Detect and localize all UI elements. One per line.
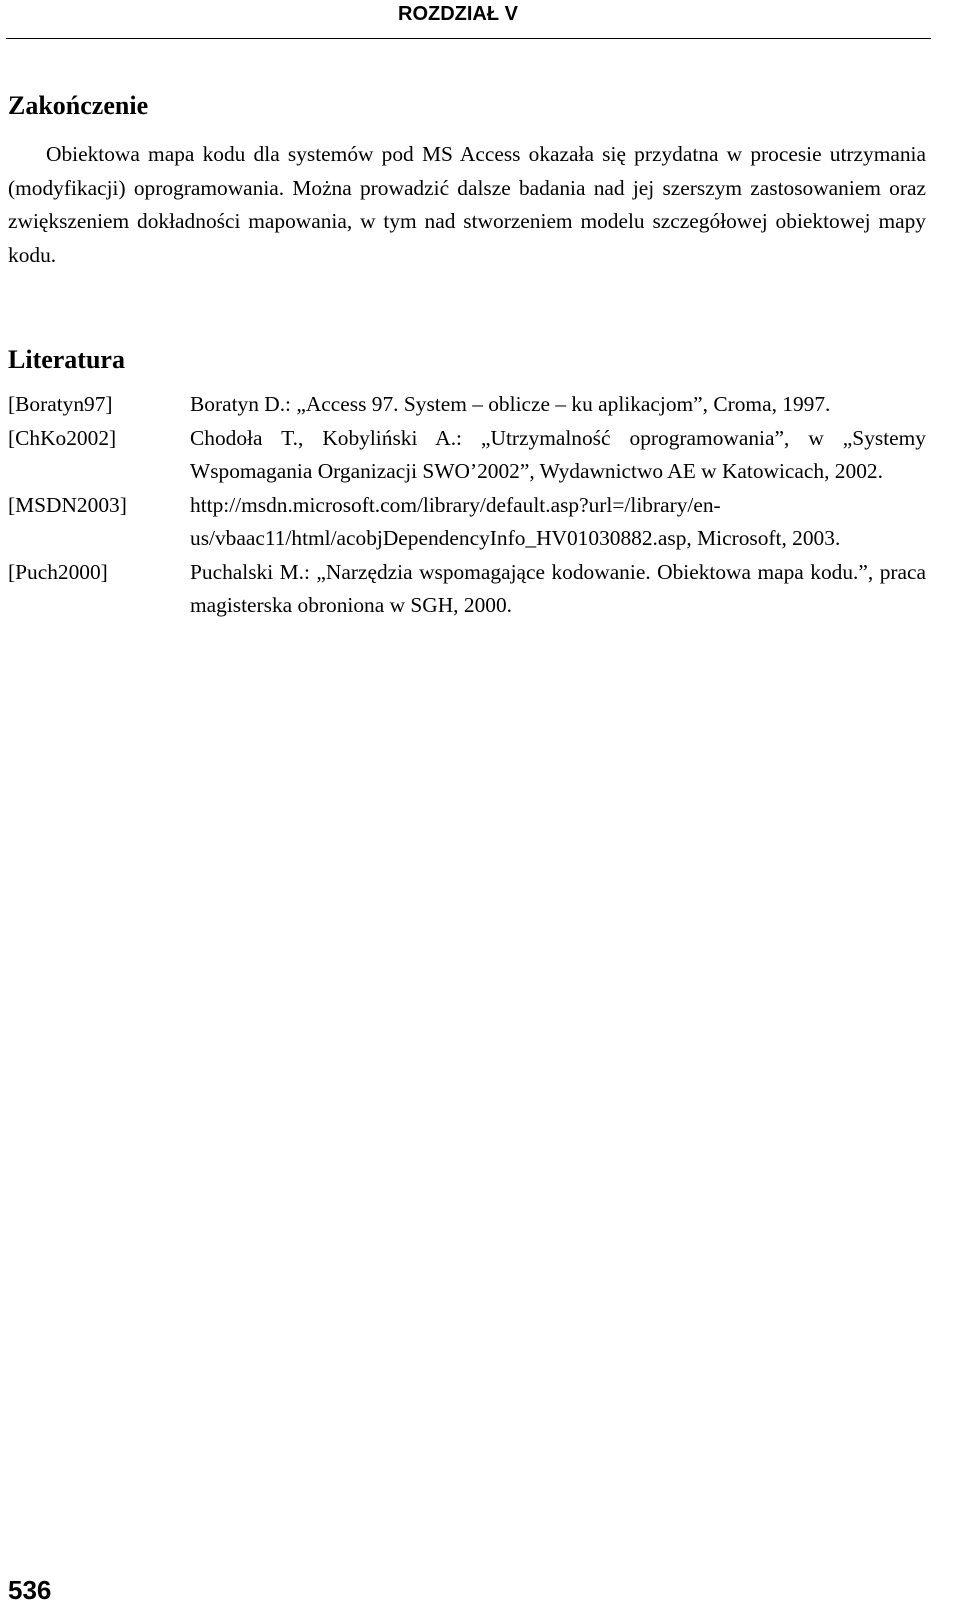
bibliography-text: Chodoła T., Kobyliński A.: „Utrzymalność oprogramowania”, w „Systemy Wspomagania Organizacji SWO’2002”, Wydawnictwo AE w Katowicach, 2002. (190, 425, 926, 483)
bibliography-text: http://msdn.microsoft.com/library/default.asp?url=/library/en-us/vbaac11/html/acobjDependencyInfo_HV01030882.asp, Microsoft, 2003. (190, 492, 841, 550)
chapter-label: ROZDZIAŁ V (398, 3, 518, 25)
bibliography-key: [MSDN2003] (8, 492, 127, 517)
bibliography-key: [Puch2000] (8, 559, 108, 584)
bibliography-entry (8, 388, 926, 422)
bibliography-list (8, 388, 926, 623)
bibliography-text: Boratyn D.: „Access 97. System – oblicze – ku aplikacjom”, Croma, 1997. (190, 392, 831, 416)
bibliography-key: [Boratyn97] (8, 392, 113, 416)
page-header (0, 0, 960, 41)
conclusion-heading: Zakończenie (8, 91, 149, 121)
bibliography-entry (8, 489, 926, 556)
bibliography-entry (8, 556, 926, 623)
header-rule (6, 38, 931, 39)
bibliography-text: Puchalski M.: „Narzędzia wspomagające kodowanie. Obiektowa mapa kodu.”, praca magisterska obroniona w SGH, 2000. (190, 559, 926, 617)
literature-heading: Literatura (8, 344, 125, 374)
bibliography-key: [ChKo2002] (8, 425, 117, 450)
bibliography-entry (8, 422, 926, 489)
page-number: 536 (8, 1575, 52, 1605)
conclusion-paragraph: Obiektowa mapa kodu dla systemów pod MS Access okazała się przydatna w procesie utrzymania (modyfikacji) oprogramowania. Można prowadzić dalsze badania nad jej szerszym zastosowaniem oraz zwiększeniem dokładności mapowania, w tym nad stworzeniem modelu szczegółowej obiektowej mapy kodu. (8, 142, 926, 267)
